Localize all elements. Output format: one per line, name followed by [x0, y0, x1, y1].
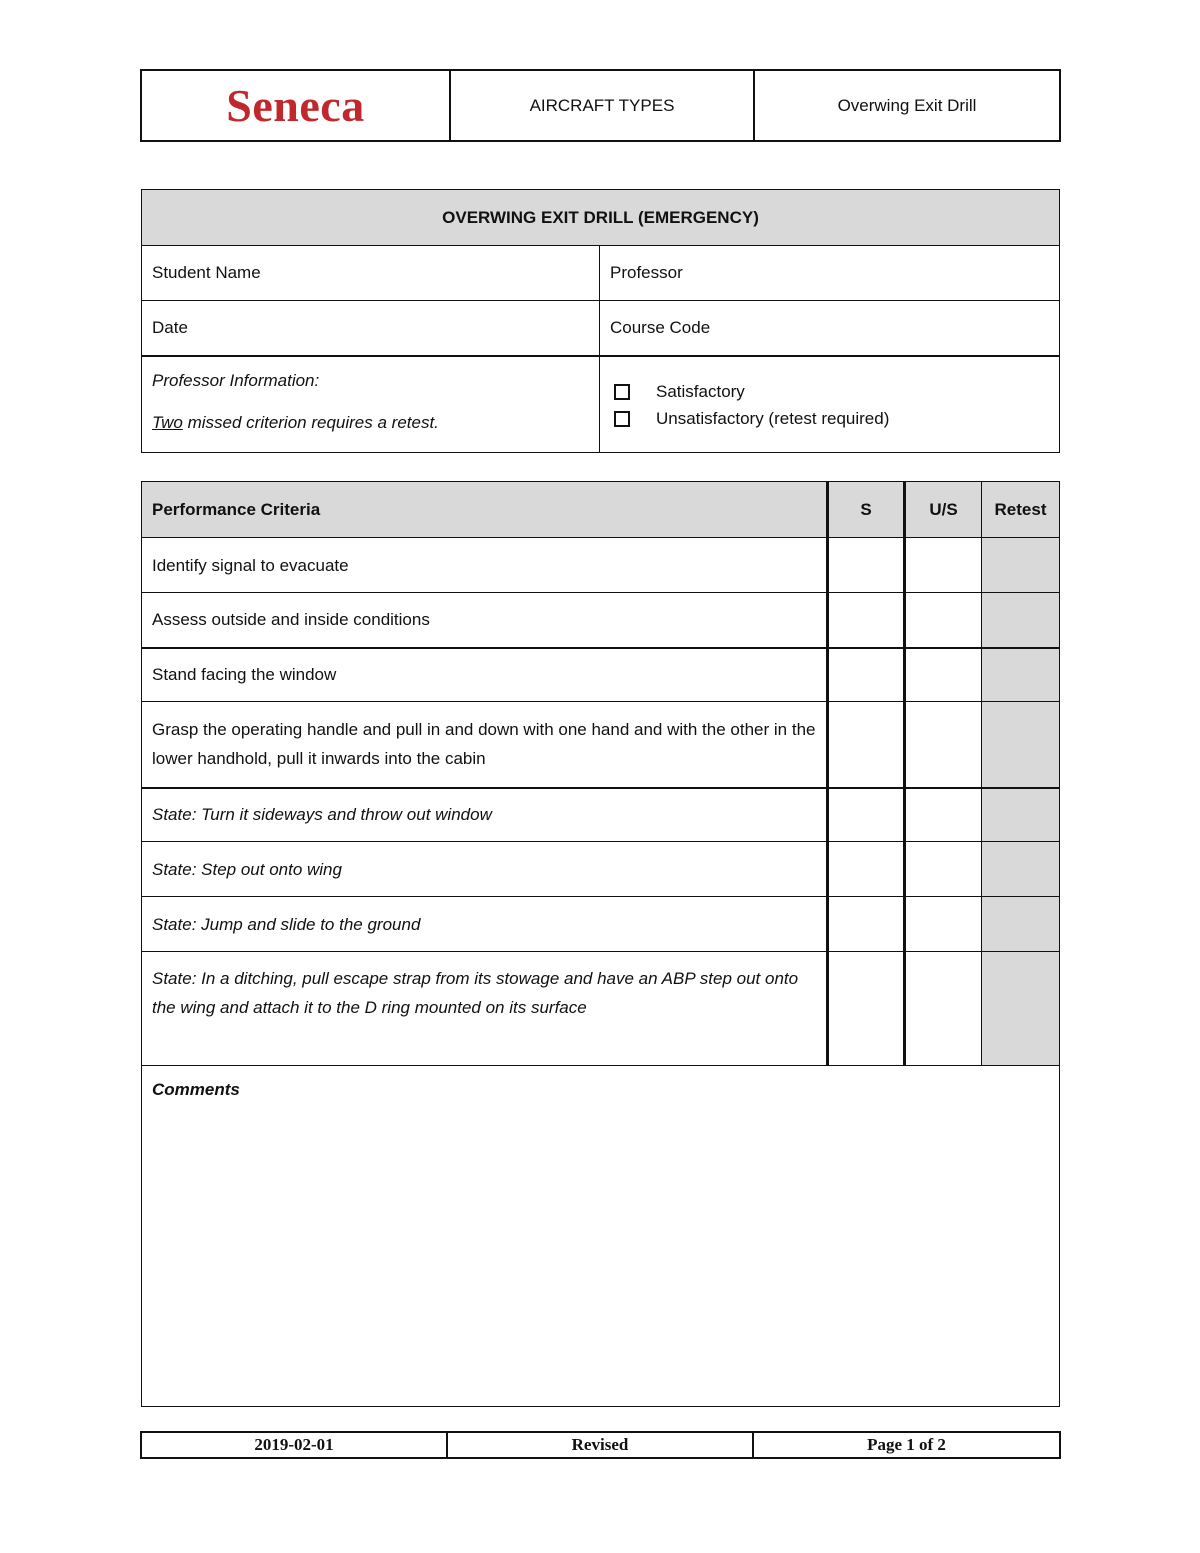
option-label: Satisfactory	[656, 382, 745, 401]
criterion-text: Assess outside and inside conditions	[142, 593, 828, 648]
table-row	[142, 788, 1060, 842]
document-header	[140, 69, 1061, 142]
retest-cell[interactable]	[982, 788, 1060, 842]
date-field[interactable]: Date	[142, 301, 600, 356]
us-header: U/S	[905, 482, 982, 538]
student-info-table	[141, 189, 1060, 453]
professor-information	[142, 356, 600, 453]
professor-field[interactable]: Professor	[600, 246, 1060, 301]
us-cell[interactable]	[905, 952, 982, 1066]
criterion-text: Grasp the operating handle and pull in and down with one hand and with the other in the lower handhold, pull it inwards into the cabin	[142, 702, 828, 788]
option-unsatisfactory[interactable]	[614, 406, 1049, 433]
retest-cell[interactable]	[982, 952, 1060, 1066]
checkbox-icon[interactable]	[614, 384, 630, 400]
category-cell: AIRCRAFT TYPES	[450, 70, 754, 141]
table-row	[142, 702, 1060, 788]
criteria-header: Performance Criteria	[142, 482, 828, 538]
us-cell[interactable]	[905, 788, 982, 842]
retest-note-text: missed criterion requires a retest.	[182, 412, 439, 432]
us-cell[interactable]	[905, 593, 982, 648]
criterion-text: State: Turn it sideways and throw out window	[142, 788, 828, 842]
us-cell[interactable]	[905, 648, 982, 702]
s-cell[interactable]	[828, 897, 905, 952]
s-cell[interactable]	[828, 593, 905, 648]
retest-note-emphasis: Two	[152, 412, 183, 432]
comments-box[interactable]	[142, 1066, 1060, 1407]
table-row	[142, 842, 1060, 897]
table-row	[142, 648, 1060, 702]
comments-label: Comments	[152, 1080, 240, 1099]
s-cell[interactable]	[828, 648, 905, 702]
checkbox-icon[interactable]	[614, 411, 630, 427]
criterion-text: State: Jump and slide to the ground	[142, 897, 828, 952]
retest-cell[interactable]	[982, 702, 1060, 788]
logo-cell	[141, 70, 450, 141]
course-code-field[interactable]: Course Code	[600, 301, 1060, 356]
option-satisfactory[interactable]	[614, 379, 1049, 406]
s-header: S	[828, 482, 905, 538]
table-row	[142, 952, 1060, 1066]
performance-criteria-table	[141, 481, 1060, 1407]
s-cell[interactable]	[828, 538, 905, 593]
us-cell[interactable]	[905, 702, 982, 788]
retest-header: Retest	[982, 482, 1060, 538]
footer-date: 2019-02-01	[141, 1432, 447, 1458]
table-row	[142, 593, 1060, 648]
form-title: OVERWING EXIT DRILL (EMERGENCY)	[142, 190, 1060, 246]
table-row	[142, 538, 1060, 593]
retest-cell[interactable]	[982, 538, 1060, 593]
retest-note	[152, 413, 589, 433]
s-cell[interactable]	[828, 842, 905, 897]
s-cell[interactable]	[828, 788, 905, 842]
retest-cell[interactable]	[982, 648, 1060, 702]
retest-cell[interactable]	[982, 842, 1060, 897]
criterion-text: State: Step out onto wing	[142, 842, 828, 897]
footer-status: Revised	[447, 1432, 753, 1458]
footer-page-number: Page 1 of 2	[753, 1432, 1060, 1458]
criterion-text: State: In a ditching, pull escape strap from its stowage and have an ABP step out onto the wing and attach it to the D ring mounted on its surface	[142, 952, 828, 1066]
student-name-field[interactable]: Student Name	[142, 246, 600, 301]
retest-cell[interactable]	[982, 897, 1060, 952]
s-cell[interactable]	[828, 702, 905, 788]
retest-cell[interactable]	[982, 593, 1060, 648]
criterion-text: Identify signal to evacuate	[142, 538, 828, 593]
s-cell[interactable]	[828, 952, 905, 1066]
criterion-text: Stand facing the window	[142, 648, 828, 702]
option-label: Unsatisfactory (retest required)	[656, 409, 890, 428]
professor-info-label: Professor Information:	[152, 370, 320, 390]
result-options	[600, 356, 1060, 453]
us-cell[interactable]	[905, 538, 982, 593]
seneca-logo: Seneca	[226, 80, 365, 131]
document-footer	[140, 1431, 1061, 1459]
table-row	[142, 897, 1060, 952]
us-cell[interactable]	[905, 842, 982, 897]
us-cell[interactable]	[905, 897, 982, 952]
doc-title-cell: Overwing Exit Drill	[754, 70, 1060, 141]
